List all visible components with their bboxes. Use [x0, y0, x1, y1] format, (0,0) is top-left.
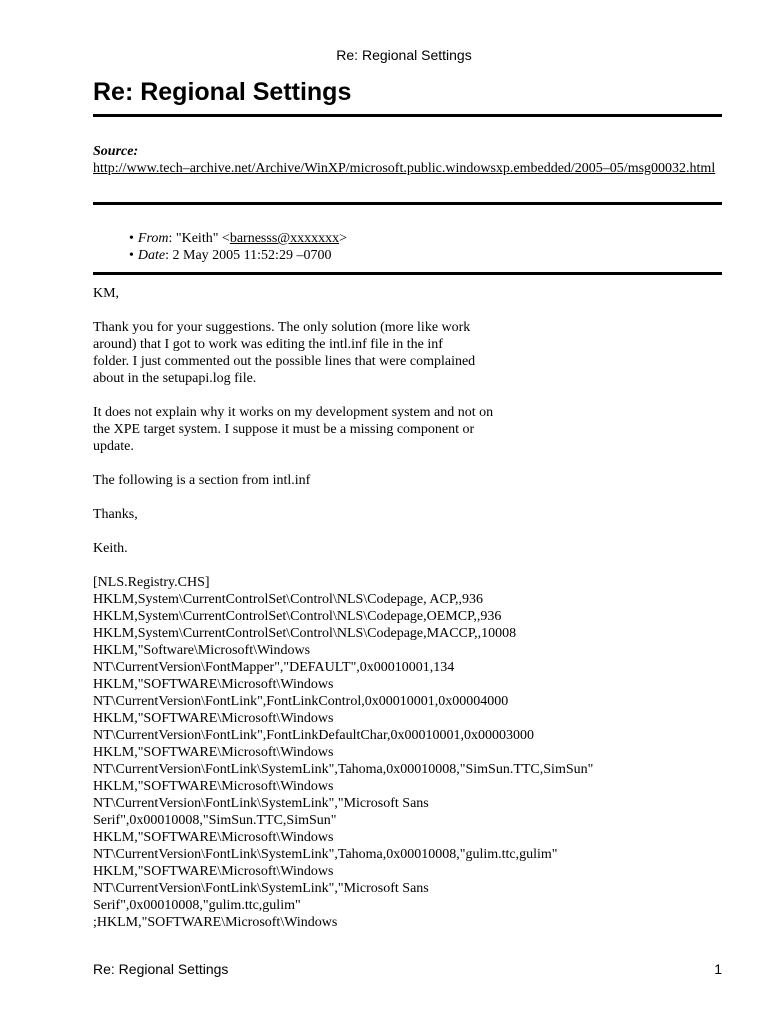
registry-line: NT\CurrentVersion\FontLink\SystemLink",Tahoma,0x00010008,"gulim.ttc,gulim" [93, 847, 558, 862]
date-label: Date [137, 248, 166, 263]
registry-line: NT\CurrentVersion\FontLink\SystemLink","Microsoft Sans [93, 796, 429, 811]
registry-line: Serif",0x00010008,"gulim.ttc,gulim" [93, 898, 301, 913]
date-colon: : [165, 248, 173, 263]
from-label: From [137, 231, 169, 246]
registry-line: [NLS.Registry.CHS] [93, 575, 210, 590]
running-header: Re: Regional Settings [336, 47, 472, 63]
text-line: It does not explain why it works on my development system and not on [93, 405, 494, 420]
registry-line: ;HKLM,"SOFTWARE\Microsoft\Windows [93, 915, 338, 930]
running-footer: Re: Regional Settings [93, 961, 229, 977]
text-line: folder. I just commented out the possible lines that were complained [93, 354, 476, 369]
registry-line: NT\CurrentVersion\FontLink\SystemLink",Tahoma,0x00010008,"SimSun.TTC,SimSun" [93, 762, 594, 777]
source-url-link[interactable]: http://www.tech–archive.net/Archive/WinXP/microsoft.public.windowsxp.embedded/2005–05/msg00032.html [93, 161, 716, 176]
message-body [93, 285, 733, 931]
registry-line: Serif",0x00010008,"SimSun.TTC,SimSun" [93, 813, 337, 828]
registry-line: HKLM,System\CurrentControlSet\Control\NLS\Codepage, ACP,,936 [93, 592, 484, 607]
from-name: "Keith" < [175, 231, 230, 246]
registry-line: HKLM,System\CurrentControlSet\Control\NLS\Codepage,MACCP,,10008 [93, 626, 517, 641]
bullet-icon: • [129, 231, 134, 246]
title-divider [93, 114, 722, 117]
text-line: Thank you for your suggestions. The only solution (more like work [93, 320, 471, 335]
meta-date-item [129, 247, 347, 264]
registry-line: NT\CurrentVersion\FontLink",FontLinkDefaultChar,0x00010001,0x00003000 [93, 728, 535, 743]
paragraph-2 [93, 404, 733, 455]
registry-line: HKLM,"SOFTWARE\Microsoft\Windows [93, 830, 334, 845]
source-divider [93, 202, 722, 205]
registry-line: HKLM,"Software\Microsoft\Windows [93, 643, 311, 658]
bullet-icon: • [129, 248, 134, 263]
text-line: the XPE target system. I suppose it must be a missing component or [93, 422, 475, 437]
thanks-line: Thanks, [93, 507, 138, 522]
from-email-link[interactable]: barnesss@xxxxxxx [229, 231, 340, 246]
registry-line: NT\CurrentVersion\FontLink\SystemLink","Microsoft Sans [93, 881, 429, 896]
header-divider [93, 272, 722, 275]
registry-section [93, 574, 733, 931]
source-label: Source: [93, 144, 139, 159]
registry-line: HKLM,"SOFTWARE\Microsoft\Windows [93, 677, 334, 692]
paragraph-3: The following is a section from intl.inf [93, 473, 311, 488]
signature: Keith. [93, 541, 128, 556]
date-value: 2 May 2005 11:52:29 –0700 [172, 248, 332, 263]
from-colon: : [168, 231, 176, 246]
message-meta-list [129, 230, 347, 264]
page-title: Re: Regional Settings [93, 78, 352, 106]
registry-line: HKLM,System\CurrentControlSet\Control\NLS\Codepage,OEMCP,,936 [93, 609, 502, 624]
greeting: KM, [93, 286, 120, 301]
paragraph-1 [93, 319, 733, 387]
registry-line: NT\CurrentVersion\FontLink",FontLinkControl,0x00010001,0x00004000 [93, 694, 509, 709]
from-close: > [339, 231, 348, 246]
text-line: about in the setupapi.log file. [93, 371, 257, 386]
registry-line: HKLM,"SOFTWARE\Microsoft\Windows [93, 711, 334, 726]
registry-line: NT\CurrentVersion\FontMapper","DEFAULT",0x00010001,134 [93, 660, 455, 675]
text-line: update. [93, 439, 134, 454]
text-line: around) that I got to work was editing the intl.inf file in the inf [93, 337, 443, 352]
meta-from-item [129, 230, 347, 247]
registry-line: HKLM,"SOFTWARE\Microsoft\Windows [93, 779, 334, 794]
registry-line: HKLM,"SOFTWARE\Microsoft\Windows [93, 745, 334, 760]
page-number: 1 [714, 961, 722, 977]
registry-line: HKLM,"SOFTWARE\Microsoft\Windows [93, 864, 334, 879]
